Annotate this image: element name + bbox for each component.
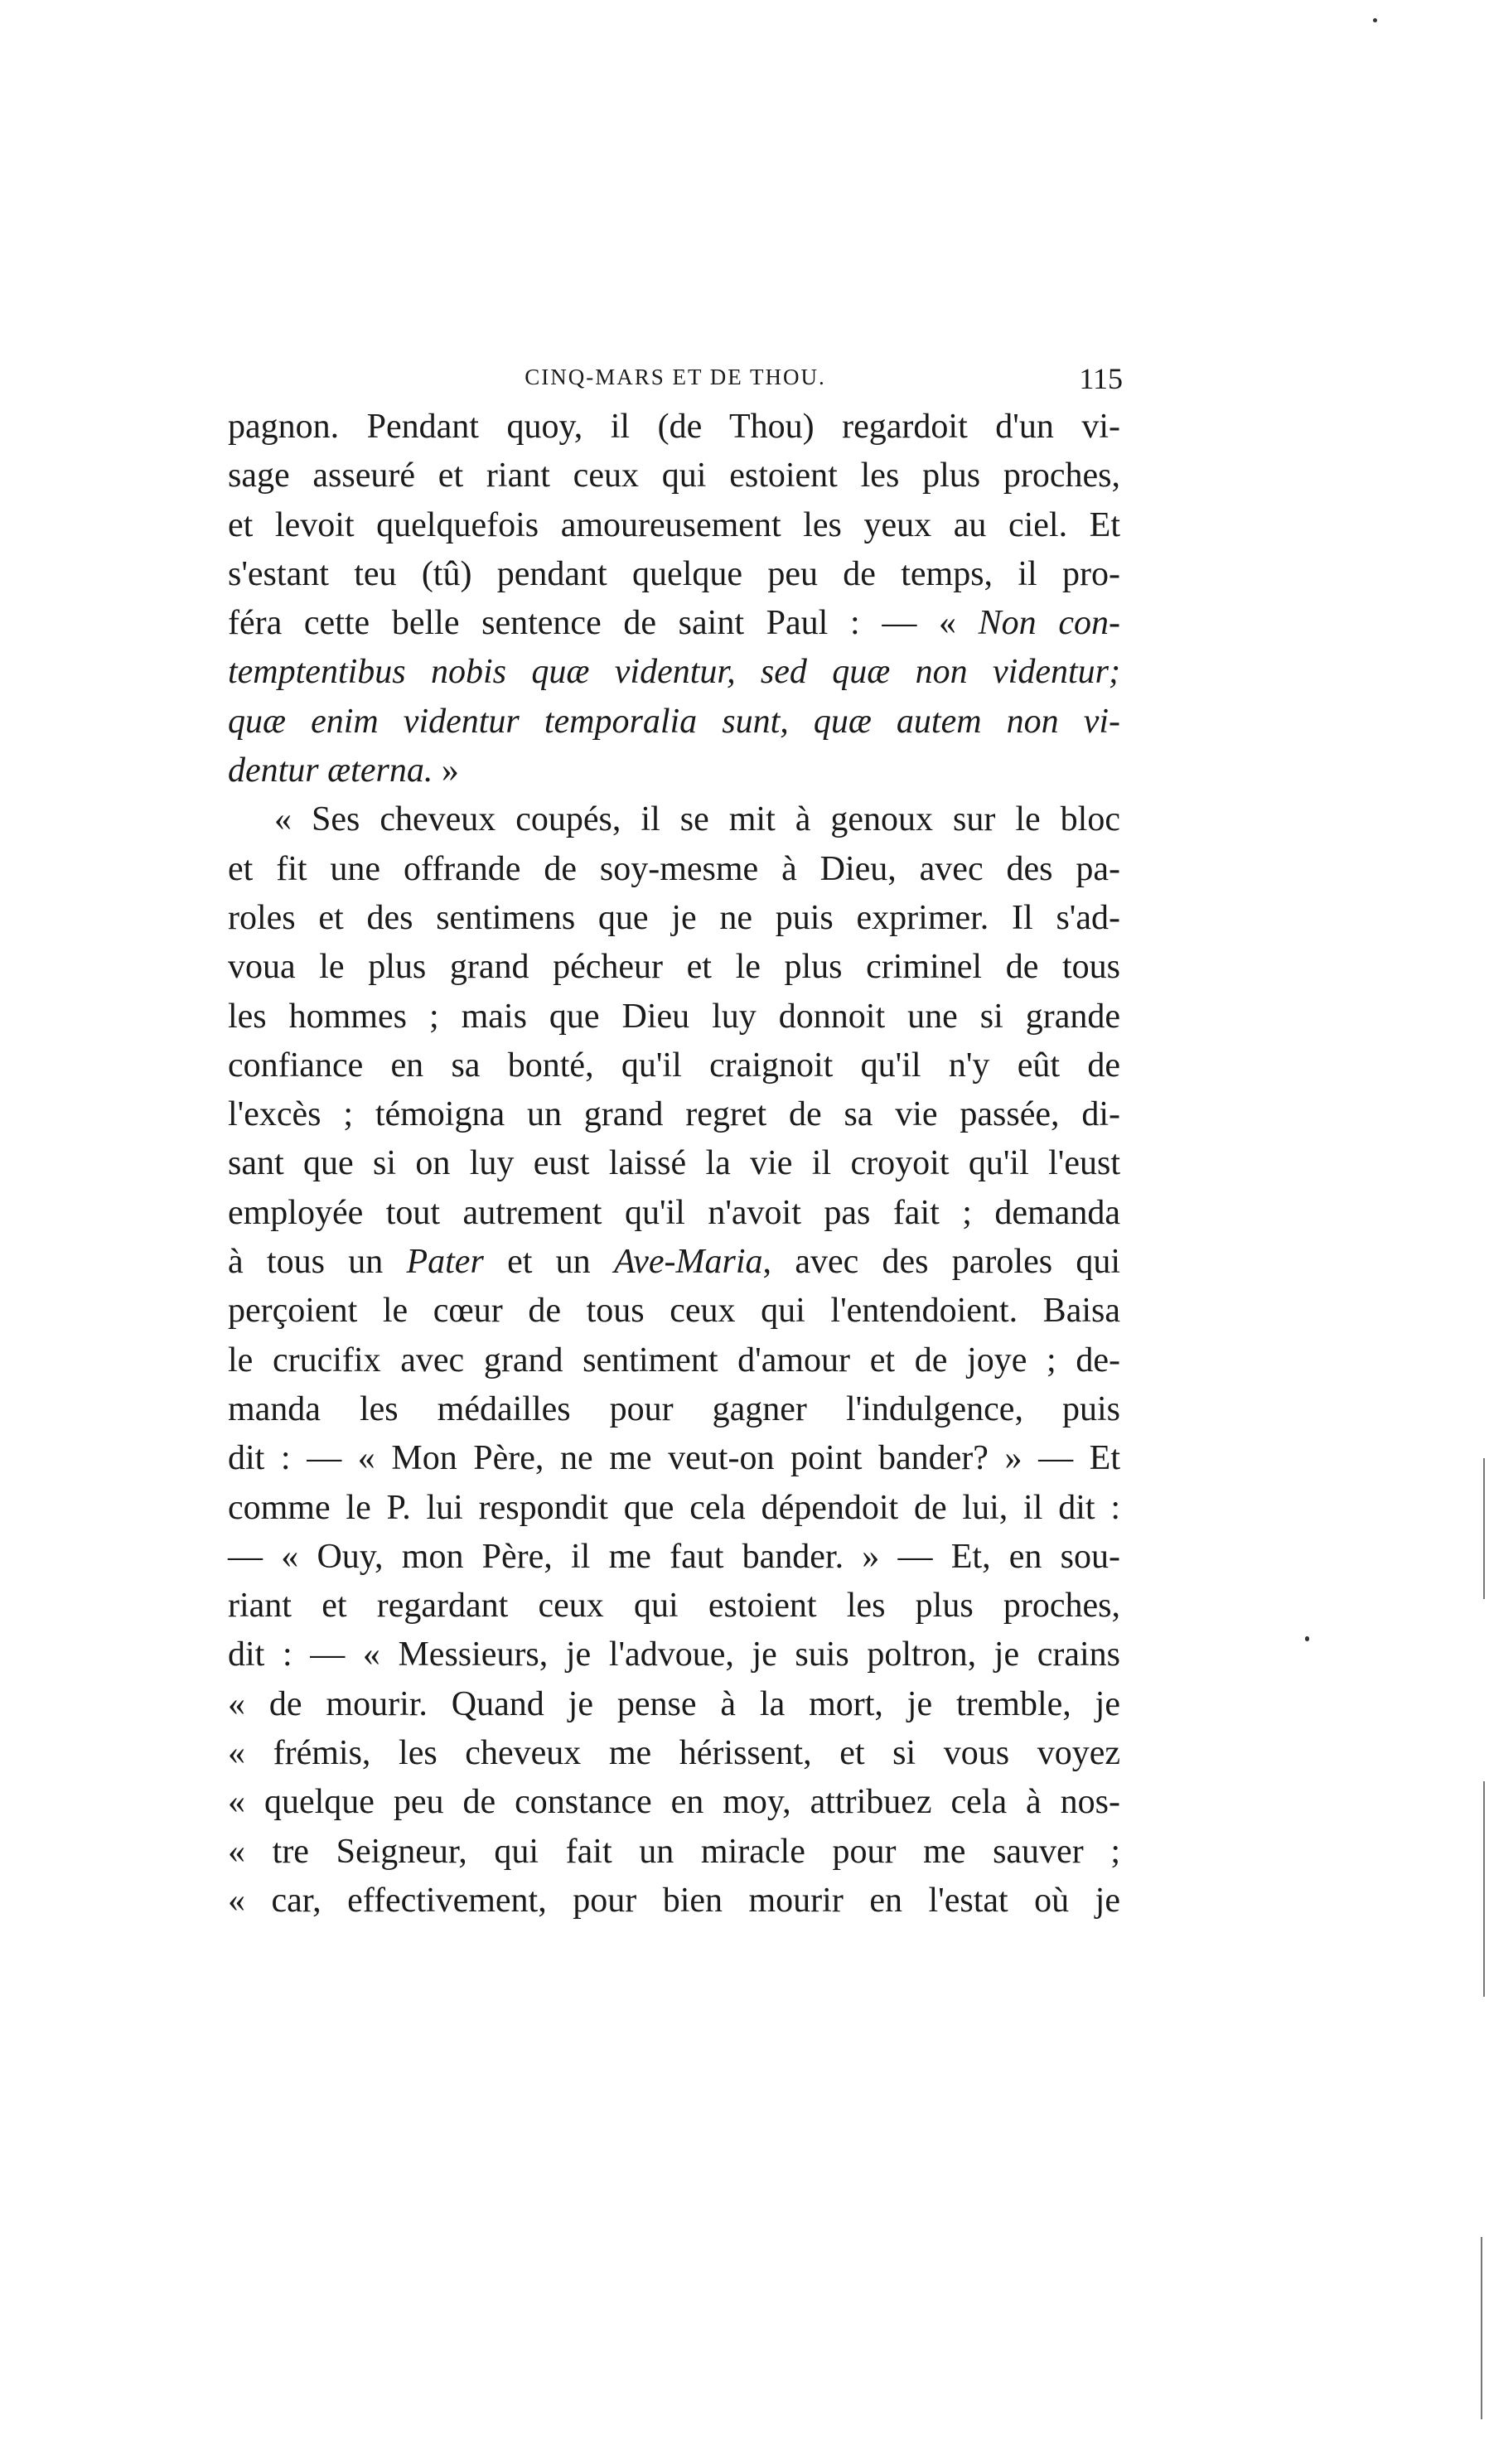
text-segment: perçoient le cœur de tous ceux qui l'entendoient. Baisa [228,1292,1120,1331]
italic-text-segment: Pater [406,1243,484,1282]
scan-edge-mark [1483,1781,1485,1997]
text-line [228,698,1120,746]
text-segment: les hommes ; mais que Dieu luy donnoit une si grande [228,997,1120,1036]
text-segment: sant que si on luy eust laissé la vie il croyoit qu'il l'eust [228,1144,1120,1183]
text-segment: sage asseuré et riant ceux qui estoient les plus proches, [228,457,1120,495]
text-segment: — « Ouy, mon Père, il me faut bander. » — Et, en sou- [228,1537,1120,1576]
body-text [228,403,1120,1925]
text-line [228,1139,1120,1188]
italic-text-segment: dentur æterna. [228,751,433,790]
italic-text-segment: temptentibus nobis quæ videntur, sed quæ non videntur; [228,653,1120,692]
text-segment: « frémis, les cheveux me hérissent, et si vous voyez [228,1734,1120,1773]
text-segment: pagnon. Pendant quoy, il (de Thou) regardoit d'un vi- [228,408,1120,446]
running-title: CINQ-MARS ET DE THOU. [525,365,826,389]
text-line [228,550,1120,599]
text-line [228,1631,1120,1679]
text-segment: et levoit quelquefois amoureusement les yeux au ciel. Et [228,505,1120,544]
text-segment: l'excès ; témoigna un grand regret de sa vie passée, di- [228,1095,1120,1134]
scan-speck [1373,18,1377,22]
text-line [228,1287,1120,1336]
text-segment: roles et des sentimens que je ne puis exprimer. Il s'ad- [228,898,1120,937]
text-line [228,599,1120,648]
scan-edge-mark [1483,1458,1485,1599]
scan-edge-mark [1481,2237,1482,2419]
text-line [228,894,1120,943]
page-number: 115 [1079,362,1123,395]
text-segment: le crucifix avec grand sentiment d'amour et de joye ; de- [228,1341,1120,1379]
text-line [228,1434,1120,1483]
text-line [228,943,1120,992]
text-segment: s'estant teu (tû) pendant quelque peu de temps, il pro- [228,554,1120,593]
text-line [228,1385,1120,1434]
page-header [228,361,1123,394]
text-line [228,648,1120,697]
text-line [228,1041,1120,1090]
text-segment: dit : — « Messieurs, je l'advoue, je suis poltron, je crains [228,1635,1120,1674]
text-line [228,1582,1120,1631]
text-line [228,1533,1120,1582]
scan-speck [1305,1636,1309,1641]
text-line [228,501,1120,550]
text-segment: dit : — « Mon Père, ne me veut-on point bander? » — Et [228,1439,1120,1478]
text-segment: voua le plus grand pécheur et le plus criminel de tous [228,948,1120,987]
text-line [228,795,1120,844]
text-line [228,452,1120,500]
text-segment: manda les médailles pour gagner l'indulgence, puis [228,1389,1120,1428]
text-line [228,1680,1120,1729]
text-segment: « quelque peu de constance en moy, attribuez cela à nos- [228,1783,1120,1822]
text-line [228,1877,1120,1925]
text-line [228,1828,1120,1877]
text-line [228,845,1120,894]
text-line [228,1238,1120,1287]
text-line [228,993,1120,1041]
text-segment: à tous un [228,1243,407,1282]
text-segment: riant et regardant ceux qui estoient les plus proches, [228,1587,1120,1626]
text-segment: et fit une offrande de soy-mesme à Dieu, avec des pa- [228,849,1120,888]
text-line [228,403,1120,452]
italic-text-segment: Non con- [978,604,1120,643]
text-line [228,1484,1120,1533]
text-segment: « tre Seigneur, qui fait un miracle pour me sauver ; [228,1832,1120,1871]
text-line [228,1729,1120,1778]
italic-text-segment: quæ enim videntur temporalia sunt, quæ autem non vi- [228,702,1120,741]
text-segment: » [433,751,459,790]
text-segment: confiance en sa bonté, qu'il craignoit qu'il n'y eût de [228,1046,1120,1085]
text-segment: « de mourir. Quand je pense à la mort, je tremble, je [228,1684,1120,1723]
text-segment: employée tout autrement qu'il n'avoit pas fait ; demanda [228,1193,1120,1232]
text-segment: féra cette belle sentence de saint Paul : — « [228,604,979,643]
text-line [228,746,1120,795]
text-segment: « car, effectivement, pour bien mourir en l'estat où je [228,1881,1120,1920]
text-line [228,1778,1120,1827]
text-segment: , avec des paroles qui [762,1243,1121,1282]
text-segment: et un [483,1243,614,1282]
text-segment: comme le P. lui respondit que cela dépendoit de lui, il dit : [228,1488,1120,1527]
text-segment: « Ses cheveux coupés, il se mit à genoux sur le bloc [274,800,1120,839]
text-line [228,1336,1120,1385]
text-line [228,1189,1120,1238]
italic-text-segment: Ave-Maria [613,1243,763,1282]
text-line [228,1090,1120,1139]
